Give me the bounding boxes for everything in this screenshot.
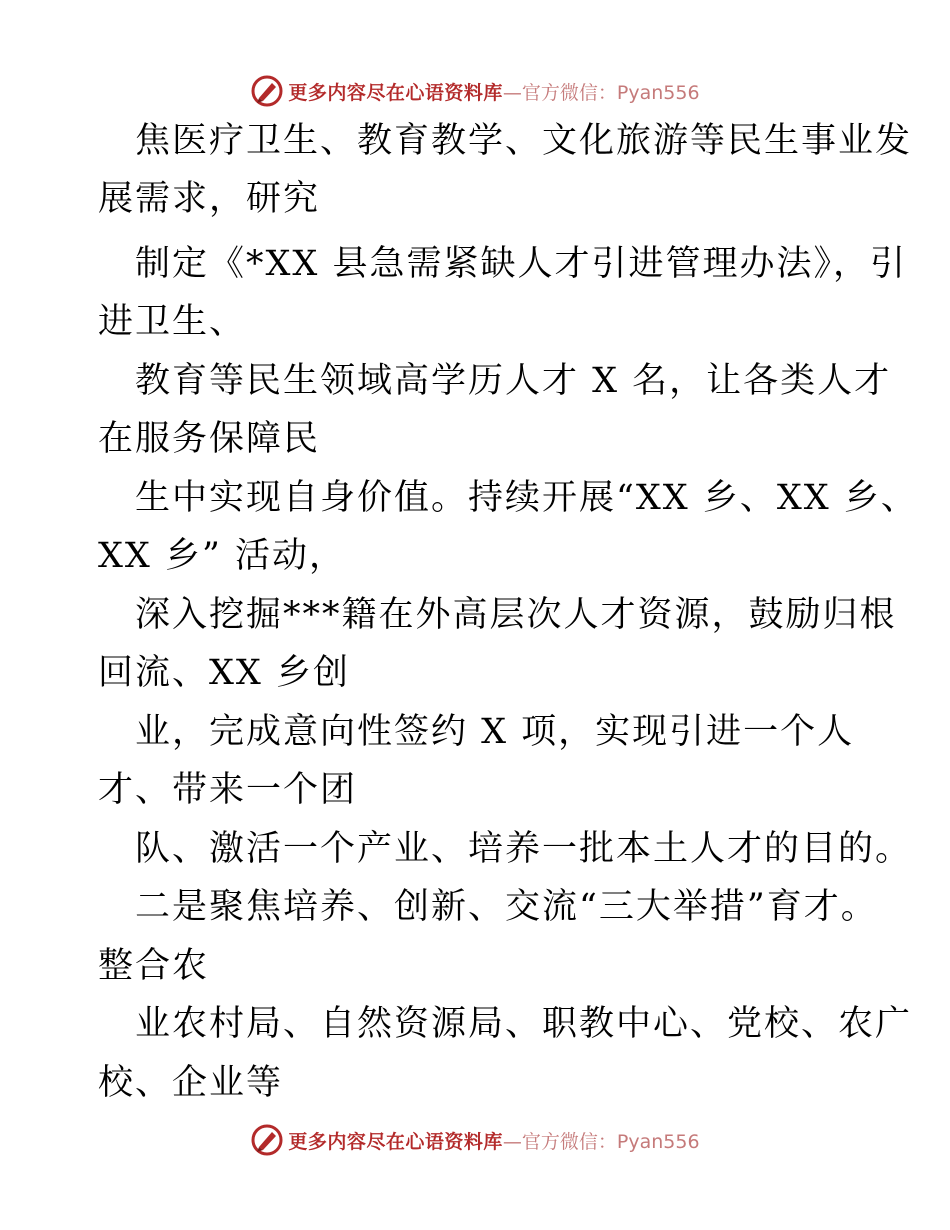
text-line: 才、带来一个团 — [98, 770, 358, 810]
banner-wechat: —官方微信：Pyan556 — [502, 1130, 700, 1153]
header-banner — [0, 71, 950, 111]
banner-title: 更多内容尽在心语资料库 — [288, 1130, 503, 1153]
banner-title: 更多内容尽在心语资料库 — [288, 81, 503, 104]
text-line: XX 乡” 活动， — [98, 536, 346, 576]
text-line: 深入挖掘***籍在外高层次人才资源，鼓励归根 — [135, 595, 897, 635]
pen-logo-icon — [250, 1123, 284, 1157]
text-line: 校、企业等 — [98, 1063, 284, 1103]
text-line: 展需求，研究 — [98, 179, 321, 219]
text-line: 教育等民生领域高学历人才 X 名，让各类人才 — [135, 361, 892, 401]
footer-banner — [0, 1120, 950, 1160]
text-line: 业，完成意向性签约 X 项，实现引进一个人 — [135, 712, 855, 752]
banner-wechat: —官方微信：Pyan556 — [502, 81, 700, 104]
text-line: 回流、XX 乡创 — [98, 653, 350, 693]
text-line: 整合农 — [98, 946, 210, 986]
text-line: 生中实现自身价值。持续开展“XX 乡、XX 乡、 — [135, 478, 918, 518]
text-line: 业农村局、自然资源局、职教中心、党校、农广 — [135, 1004, 913, 1044]
text-line: 制定《*XX 县急需紧缺人才引进管理办法》，引 — [135, 244, 907, 284]
text-line: 二是聚焦培养、创新、交流“三大举措”育才。 — [135, 887, 878, 927]
text-line: 进卫生、 — [98, 302, 247, 342]
text-line: 焦医疗卫生、教育教学、文化旅游等民生事业发 — [135, 121, 913, 161]
text-line: 在服务保障民 — [98, 419, 321, 459]
text-line: 队、激活一个产业、培养一批本土人才的目的。 — [135, 829, 913, 869]
pen-logo-icon — [250, 74, 284, 108]
